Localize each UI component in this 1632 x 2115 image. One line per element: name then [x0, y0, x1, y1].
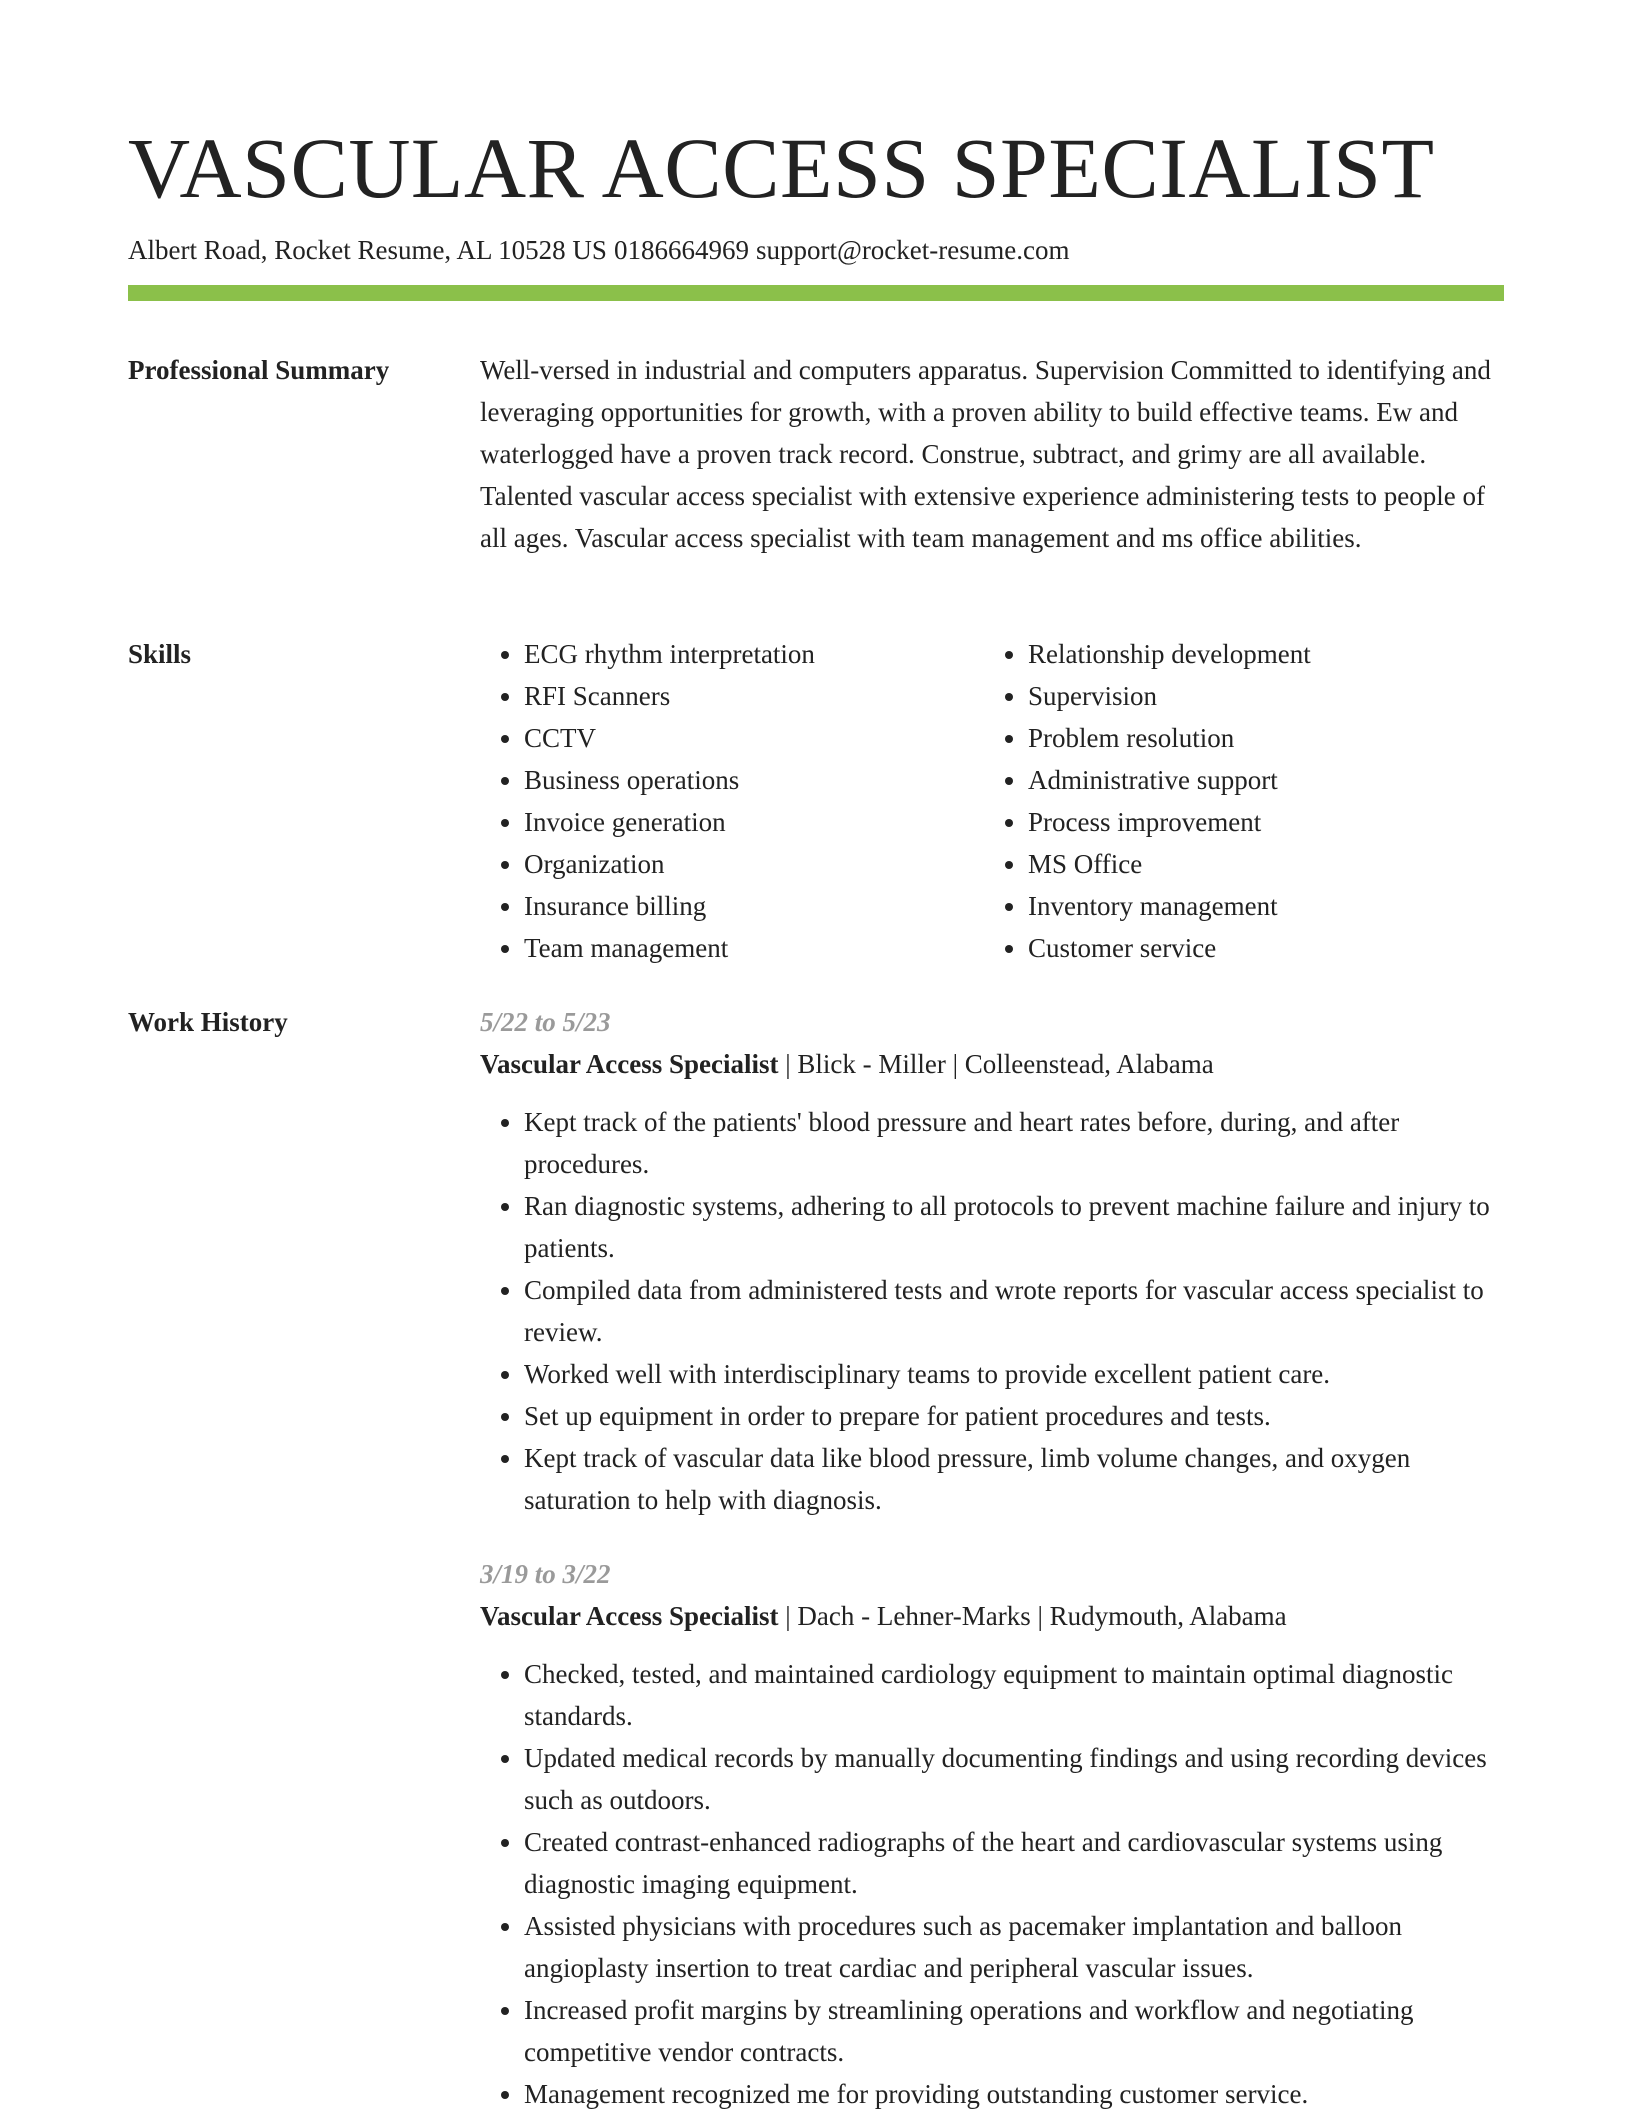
skill-item: • Invoice generation — [524, 801, 984, 843]
skills-section — [480, 633, 1504, 969]
skill-item: • ECG rhythm interpretation — [524, 633, 984, 675]
job-entry — [480, 1001, 1504, 1521]
job-bullet: • Kept track of the patients' blood pressure and heart rates before, during, and after procedures. — [524, 1101, 1504, 1185]
job-bullets — [480, 1101, 1504, 1521]
job-bullet: • Updated medical records by manually documenting findings and using recording devices such as outdoors. — [524, 1737, 1504, 1821]
skill-item: • MS Office — [1028, 843, 1488, 885]
job-title: Vascular Access Specialist — [480, 1049, 779, 1079]
job-bullet: • Management recognized me for providing outstanding customer service. — [524, 2073, 1504, 2115]
skill-item: • Business operations — [524, 759, 984, 801]
job-heading — [480, 1043, 1504, 1085]
candidate-name: VASCULAR ACCESS SPECIALIST — [128, 120, 1435, 216]
job-bullet: • Kept track of vascular data like blood pressure, limb volume changes, and oxygen saturation to help with diagnosis. — [524, 1437, 1504, 1521]
job-employer-location: | Blick - Miller | Colleenstead, Alabama — [778, 1049, 1214, 1079]
header-divider — [128, 285, 1504, 301]
skill-item: • Inventory management — [1028, 885, 1488, 927]
job-entry — [480, 1553, 1504, 2115]
job-bullet: • Checked, tested, and maintained cardiology equipment to maintain optimal diagnostic standards. — [524, 1653, 1504, 1737]
work-history-section — [480, 1001, 1504, 2115]
job-bullet: • Worked well with interdisciplinary teams to provide excellent patient care. — [524, 1353, 1504, 1395]
job-bullet: • Created contrast-enhanced radiographs of the heart and cardiovascular systems using diagnostic imaging equipment. — [524, 1821, 1504, 1905]
skill-item: • Process improvement — [1028, 801, 1488, 843]
skills-list-left — [480, 633, 984, 969]
skill-item: • Organization — [524, 843, 984, 885]
skill-item: • Team management — [524, 927, 984, 969]
skill-item: • CCTV — [524, 717, 984, 759]
summary-section — [480, 349, 1504, 559]
job-dates: 5/22 to 5/23 — [480, 1007, 611, 1037]
work-history-label: Work History — [128, 1007, 288, 1037]
skill-item: • RFI Scanners — [524, 675, 984, 717]
job-bullet: • Ran diagnostic systems, adhering to all protocols to prevent machine failure and injury to patients. — [524, 1185, 1504, 1269]
summary-text: Well-versed in industrial and computers apparatus. Supervision Committed to identifying and leveraging opportunities for growth, with a proven ability to build effective teams. Ew and waterlogged have a proven track record. Construe, subtract, and grimy are all available. Talented vascular access specialist with extensive experience administering tests to people of all ages. Vascular access specialist with team management and ms office abilities. — [480, 355, 1491, 553]
job-bullets — [480, 1653, 1504, 2115]
skill-item: • Administrative support — [1028, 759, 1488, 801]
skill-item: • Customer service — [1028, 927, 1488, 969]
contact-email: support@rocket-resume.com — [755, 235, 1070, 265]
job-dates: 3/19 to 3/22 — [480, 1559, 611, 1589]
job-heading — [480, 1595, 1504, 1637]
job-bullet: • Assisted physicians with procedures such as pacemaker implantation and balloon angioplasty insertion to treat cardiac and peripheral vascular issues. — [524, 1905, 1504, 1989]
contact-phone: 0186664969 — [613, 235, 749, 265]
skills-list-right — [984, 633, 1488, 969]
contact-line — [128, 232, 1069, 268]
job-bullet: • Compiled data from administered tests and wrote reports for vascular access specialist to review. — [524, 1269, 1504, 1353]
job-employer-location: | Dach - Lehner-Marks | Rudymouth, Alabama — [778, 1601, 1287, 1631]
job-bullet: • Increased profit margins by streamlining operations and workflow and negotiating competitive vendor contracts. — [524, 1989, 1504, 2073]
skill-item: • Insurance billing — [524, 885, 984, 927]
job-title: Vascular Access Specialist — [480, 1601, 779, 1631]
job-bullet: • Set up equipment in order to prepare for patient procedures and tests. — [524, 1395, 1504, 1437]
skill-item: • Problem resolution — [1028, 717, 1488, 759]
summary-label: Professional Summary — [128, 355, 390, 385]
contact-address: Albert Road, Rocket Resume, AL 10528 US — [128, 235, 607, 265]
skills-label: Skills — [128, 639, 192, 669]
skill-item: • Supervision — [1028, 675, 1488, 717]
skill-item: • Relationship development — [1028, 633, 1488, 675]
